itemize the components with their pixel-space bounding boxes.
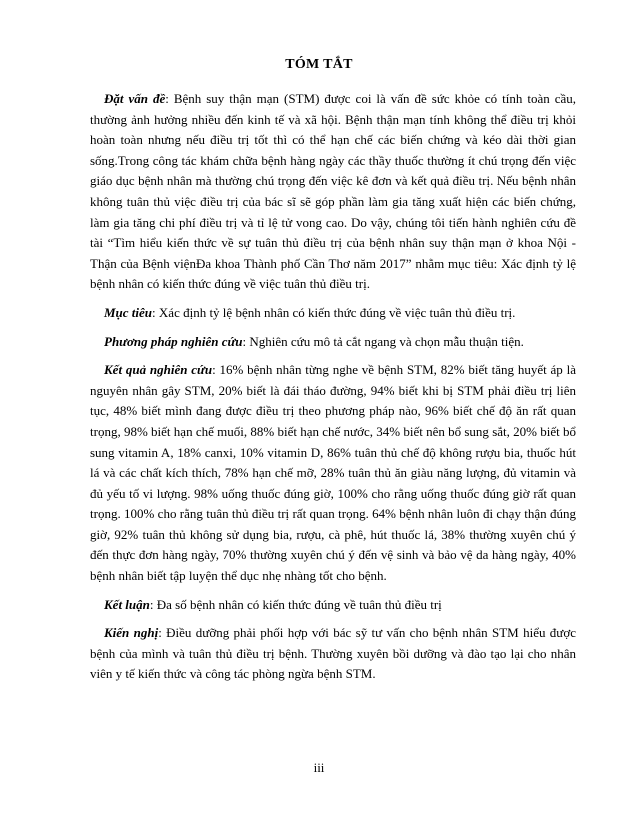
page-number: iii: [313, 760, 325, 775]
section-text: : Đa số bệnh nhân có kiến thức đúng về tuân thủ điều trị: [149, 596, 442, 612]
section-text: : Bệnh suy thận mạn (STM) được coi là vấn đề sức khỏe có tính toàn cầu, thường ảnh hưởng nhiều đến kinh tế và xã hội. Bệnh thận mạn tính không thể điều trị khỏi hoàn toàn nhưng nếu điều trị tốt thì có thể hạn chế các biến chứng và kéo dài thời gian sống.Trong công tác khám chữa bệnh hàng ngày các thầy thuốc thường ít chú trọng đến việc giáo dục bệnh nhân mà thường chú trọng đến việc kê đơn và kết quả điều trị. Nếu bệnh nhân không tuân thủ việc điều trị của bác sĩ sẽ góp phần làm gia tăng xuất hiện các biến chứng, làm gia tăng chi phí điều trị và tỉ lệ tử vong cao. Do vậy, chúng tôi tiến hành nghiên cứu đề tài “Tìm hiểu kiến thức về sự tuân thủ điều trị của bệnh nhân suy thận mạn ở khoa Nội - Thận của Bệnh việnĐa khoa Thành phố Cần Thơ năm 2017” nhằm mục tiêu: Xác định tỷ lệ bệnh nhân có kiến thức đúng về việc tuân thủ điều trị.: [90, 91, 576, 292]
section-label: Đặt vấn đề: [104, 91, 166, 106]
section-label: Kết quả nghiên cứu: [104, 362, 213, 378]
section-results: [90, 360, 576, 587]
section-methods: [90, 332, 576, 353]
section-text: : Điều dưỡng phải phối hợp với bác sỹ tư vấn cho bệnh nhân STM hiểu được bệnh của mình và tuân thủ điều trị bệnh. Thường xuyên bồi dưỡng và đào tạo lại cho nhân viên y tế kiến thức và công tác phòng ngừa bệnh STM.: [90, 625, 576, 682]
section-text: : 16% bệnh nhân từng nghe về bệnh STM, 82% biết tăng huyết áp là nguyên nhân gây STM, 20% biết là đái tháo đường, 94% biết khi bị STM phải điều trị liên tục, 48% biết mình đang được điều trị theo phương pháp nào, 96% biết chế độ ăn rất quan trọng, 98% biết hạn chế muối, 88% biết hạn chế nước, 34% biết nên bổ sung sắt, 20% biết bổ sung vitamin A, 18% canxi, 10% vitamin D, 86% tuân thủ chế độ không rượu bia, thuốc hút lá và các chất kích thích, 78% hạn chế mỡ, 28% tuân thủ ăn giàu năng lượng, đủ vitamin và đủ yếu tố vi lượng. 98% uống thuốc đúng giờ, 100% cho rằng uống thuốc đúng giờ rất quan trọng. 100% cho rằng tuân thủ điều trị rất quan trọng. 64% bệnh nhân luôn đi chạy thận đúng giờ, 92% tuân thủ không sử dụng bia, rượu, cà phê, hút thuốc lá, 38% thường xuyên chú ý đến thực đơn hàng ngày, 70% thường xuyên chú ý đến vệ sinh và bảo vệ da hàng ngày, 40% bệnh nhân biết tập luyện thể dục nhẹ nhàng tốt cho bệnh.: [90, 362, 576, 584]
section-background: [90, 89, 576, 295]
section-label: Kiến nghị: [104, 625, 159, 641]
section-conclusion: [90, 595, 576, 616]
page-title: TÓM TẮT: [285, 57, 353, 72]
section-label: Phương pháp nghiên cứu: [104, 333, 243, 349]
section-text: : Xác định tỷ lệ bệnh nhân có kiến thức đúng về việc tuân thủ điều trị.: [152, 304, 516, 320]
section-text: : Nghiên cứu mô tả cắt ngang và chọn mẫu thuận tiện.: [242, 333, 524, 349]
section-objective: [90, 303, 576, 324]
abstract-body: [90, 89, 576, 693]
section-label: Mục tiêu: [104, 304, 153, 320]
section-label: Kết luận: [104, 596, 150, 612]
section-recommendation: [90, 623, 576, 685]
